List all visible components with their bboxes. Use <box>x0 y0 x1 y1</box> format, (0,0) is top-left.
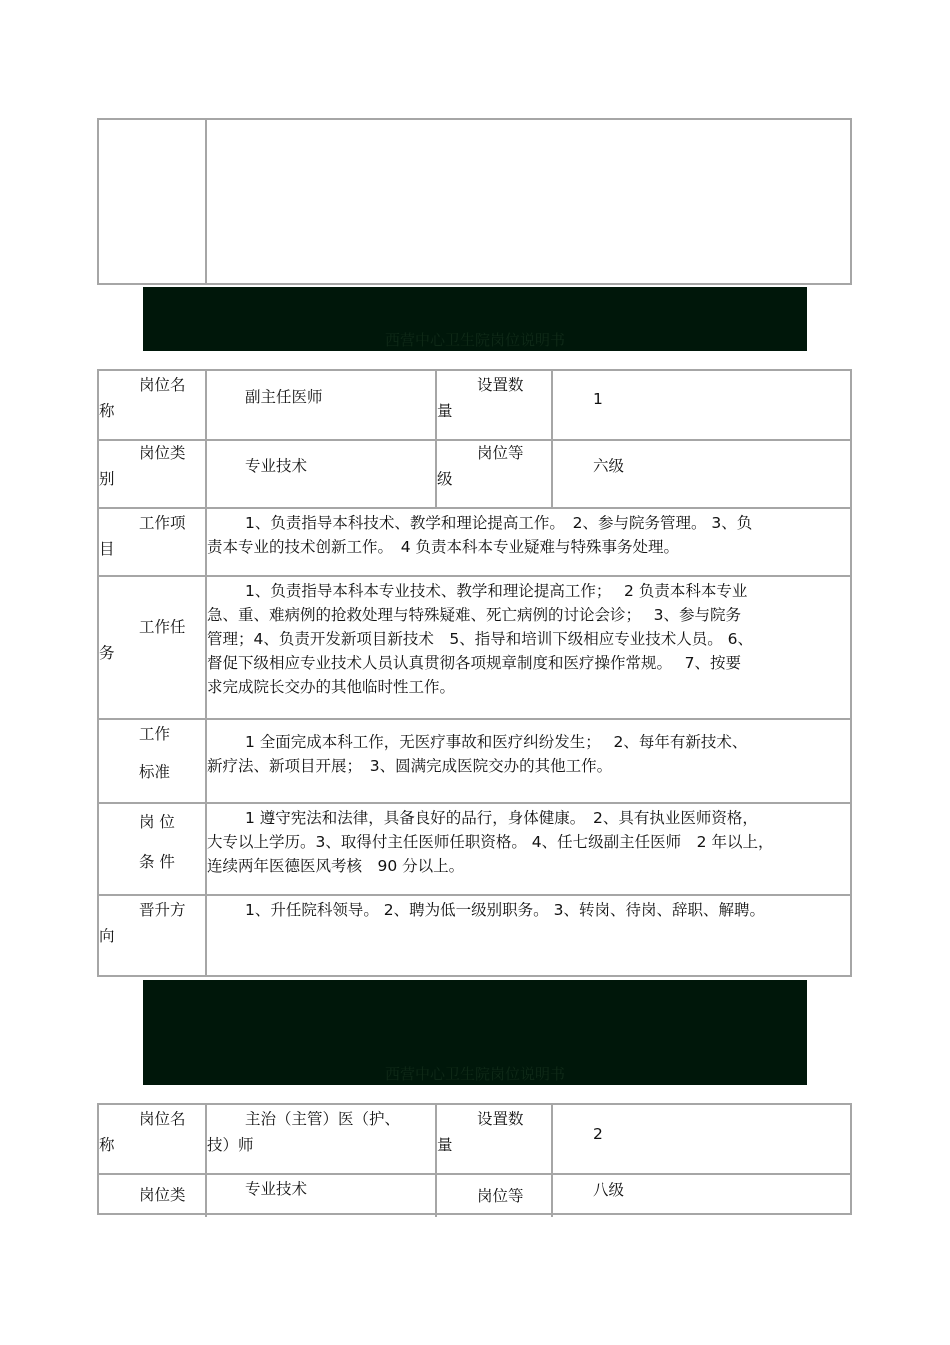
row-post-conditions: 岗 位 条 件 1 遵守宪法和法律，具备良好的品行，身体健康。 2、具有执业医师资格， 大专以上学历。3、取得付主任医师任职资格。 4、任七级副主任医师 2 年以上， 连续两年医德医风考核 90 分以上。 <box>99 802 850 894</box>
post-name-value: 副主任医师 <box>245 388 323 406</box>
row-work-standard: 工作 标准 1 全面完成本科工作，无医疗事故和医疗纠纷发生； 2、每年有新技术、 新疗法、新项目开展； 3、圆满完成医院交办的其他工作。 <box>99 718 850 802</box>
previous-table-fragment <box>97 118 852 285</box>
row-promotion: 晋升方 向 1、升任院科领导。 2、聘为低一级别职务。 3、转岗、待岗、辞职、解聘。 <box>99 894 850 975</box>
post-conditions-content: 1 遵守宪法和法律，具备良好的品行，身体健康。 2、具有执业医师资格， 大专以上学历。3、取得付主任医师任职资格。 4、任七级副主任医师 2 年以上， 连续两年医德医风考核 90 分以上。 <box>207 809 774 875</box>
post-count-value: 2 <box>593 1125 603 1143</box>
section-banner <box>143 287 807 351</box>
row-work-tasks: 工作任 务 1、负责指导本科本专业技术、教学和理论提高工作； 2 负责本科本专业 急、重、难病例的抢救处理与特殊疑难、死亡病例的讨论会诊； 3、参与院务 管理；4、负责开发新项目新技术 5、指导和培训下级相应专业技术人员。 6、 督促下级相应专业技术人员认真贯彻各项规章制度和医疗操作常规。 7、按要 求完成院长交办的其他临时性工作。 <box>99 575 850 718</box>
row-post-category: 岗位类 别 专业技术 岗位等 级 六级 <box>99 439 850 507</box>
post-table-attending <box>97 1103 852 1215</box>
work-items-content: 1、负责指导本科技术、教学和理论提高工作。 2、参与院务管理。 3、负 责本专业的技术创新工作。 4 负责本科本专业疑难与特殊事务处理。 <box>207 514 753 556</box>
post-grade-value: 六级 <box>593 457 625 475</box>
banner-title: 西营中心卫生院岗位说明书 <box>384 331 565 349</box>
post-count-value: 1 <box>593 390 603 408</box>
post-category-value: 专业技术 <box>245 1180 308 1198</box>
post-grade-value: 八级 <box>593 1181 625 1199</box>
row-post-category: 岗位类 专业技术 岗位等 八级 <box>99 1173 850 1217</box>
section-banner <box>143 980 807 1085</box>
row-post-name: 岗位名 称 主治（主管）医（护、 技）师 设置数 量 2 <box>99 1105 850 1173</box>
row-work-items: 工作项 目 1、负责指导本科技术、教学和理论提高工作。 2、参与院务管理。 3、负 责本专业的技术创新工作。 4 负责本科本专业疑难与特殊事务处理。 <box>99 507 850 575</box>
post-category-value: 专业技术 <box>245 457 308 475</box>
work-tasks-content: 1、负责指导本科本专业技术、教学和理论提高工作； 2 负责本科本专业 急、重、难病例的抢救处理与特殊疑难、死亡病例的讨论会诊； 3、参与院务 管理；4、负责开发新项目新技术 5、指导和培训下级相应专业技术人员。 6、 督促下级相应专业技术人员认真贯彻各项规章制度和医疗操作常规。 7、按要 求完成院长交办的其他临时性工作。 <box>207 582 754 696</box>
banner-title: 西营中心卫生院岗位说明书 <box>384 1065 565 1083</box>
post-name-value: 主治（主管）医（护、 技）师 <box>207 1110 401 1154</box>
post-table-deputy-chief <box>97 369 852 977</box>
work-standard-content: 1 全面完成本科工作，无医疗事故和医疗纠纷发生； 2、每年有新技术、 新疗法、新项目开展； 3、圆满完成医院交办的其他工作。 <box>207 733 748 775</box>
row-post-name: 岗位名 称 副主任医师 设置数 量 1 <box>99 371 850 439</box>
column-divider <box>205 120 207 283</box>
promotion-content: 1、升任院科领导。 2、聘为低一级别职务。 3、转岗、待岗、辞职、解聘。 <box>245 901 765 919</box>
